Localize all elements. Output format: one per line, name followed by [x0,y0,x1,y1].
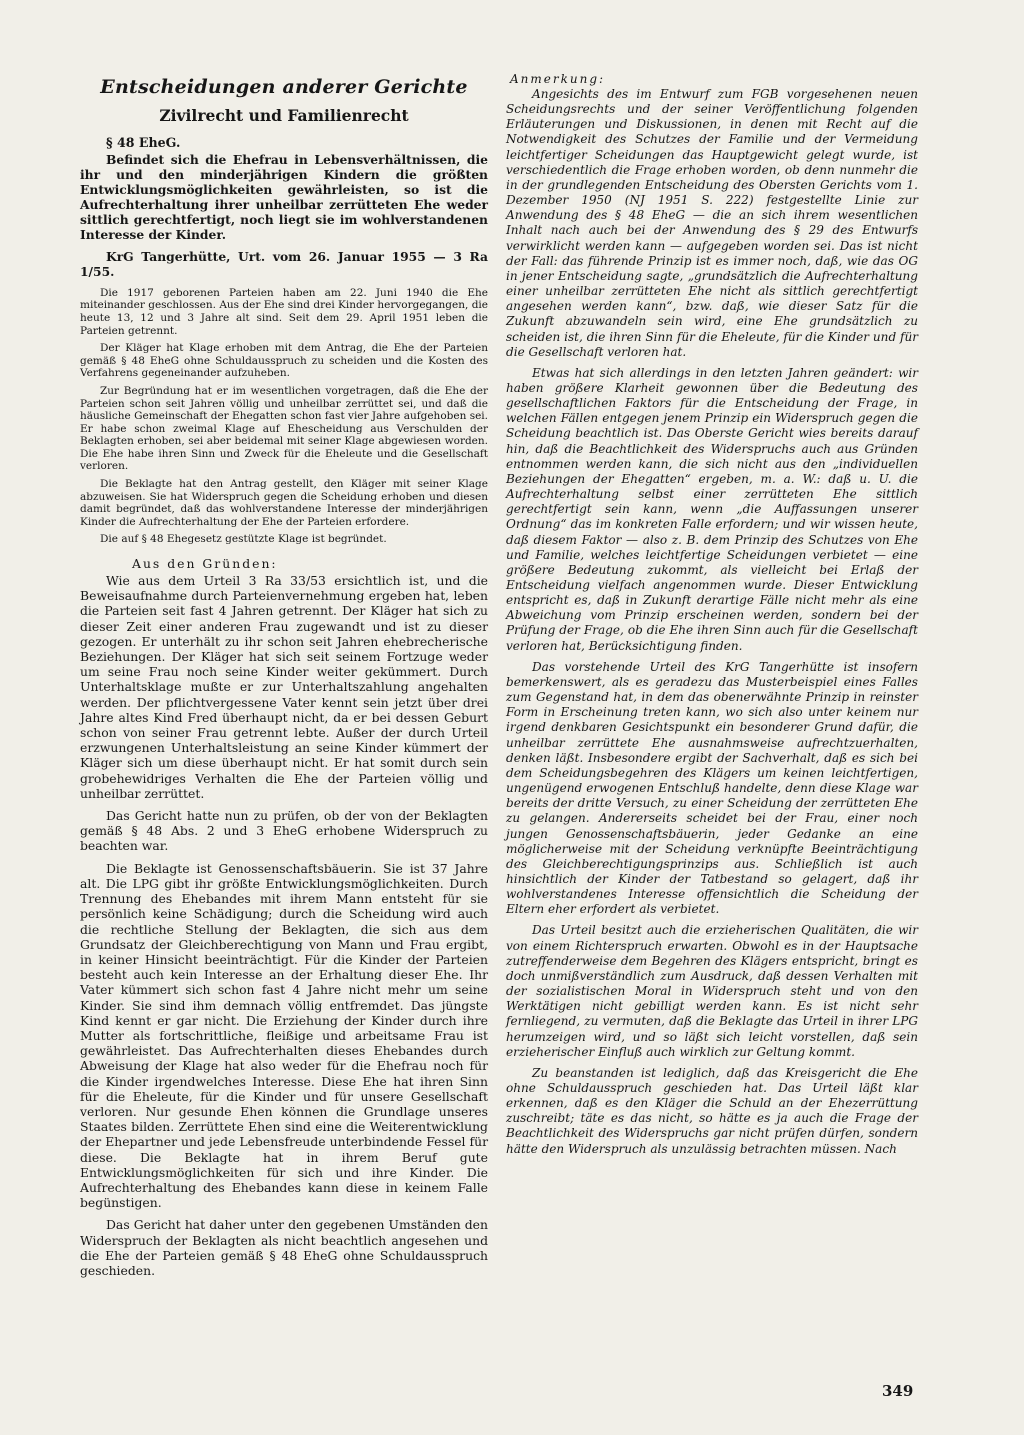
remark-heading: Anmerkung: [510,72,606,86]
grounds-paragraph: Wie aus dem Urteil 3 Ra 33/53 ersichtlich ist, und die Beweisaufnahme durch Parteienvernehmung ergeben hat, leben die Parteien seit fast 4 Jahren getrennt. Der Kläger hat sich zu dieser Zeit einer anderen Frau zugewandt und ist zu dieser gezogen. Er unterhält zu ihr schon seit Jahren ehebrecherische Beziehungen. Der Kläger hat sich seit seinem Fortzuge weder um seine Frau noch seine Kinder weiter gekümmert. Durch Unterhaltsklage mußte er zur Unterhaltszahlung angehalten werden. Der pflichtvergessene Vater kennt sein jetzt über drei Jahre altes Kind Fred überhaupt nicht, da er bei dessen Geburt schon von seiner Frau getrennt lebte. Außer der durch Urteil erzwungenen Unterhaltsleistung an seine Kinder kümmert der Kläger sich um diese überhaupt nicht. Er hat somit durch sein grobehewidriges Verhalten die Ehe der Parteien völlig und unheilbar zerrüttet. [80,573,488,801]
page-number: 349 [882,1382,914,1400]
remark-paragraph: Angesichts des im Entwurf zum FGB vorgesehenen neuen Scheidungsrechts und der seiner Veröffentlichung folgenden Erläuterungen und Diskussionen, in denen mit Recht auf die Notwendigkeit des Schutzes der Familie und der Vermeidung leichtfertiger Scheidungen das Hauptgewicht gelegt wurde, ist verschiedentlich die Frage erhoben worden, ob denn nunmehr die in der grundlegenden Entscheidung des Obersten Gerichts vom 1. Dezember 1950 (NJ 1951 S. 222) festgestellte Linie zur Anwendung des § 48 EheG — die an sich ihrem wesentlichen Inhalt nach auch bei der Anwendung des § 29 des Entwurfs verwirklicht werden kann — aufgegeben worden sei. Das ist nicht der Fall: das führende Prinzip ist es immer noch, daß, wie das OG in jener Entscheidung sagte, „grundsätzlich die Aufrechterhaltung einer unheilbar zerrütteten Ehe nicht als sittlich gerechtfertigt angesehen werden kann“, bzw. daß, wie dieser Satz für die Zukunft abzuwandeln sein wird, eine Ehe grundsätzlich zu scheiden ist, die ihren Sinn für die Eheleute, für die Kinder und für die Gesellschaft verloren hat. [506,87,918,359]
headnote: Befindet sich die Ehefrau in Lebensverhältnissen, die ihr und den minderjährigen Kindern die größten Entwicklungsmöglichkeiten gewährleisten, so ist die Aufrechterhaltung ihrer unheilbar zerrütteten Ehe weder sittlich gerechtfertigt, noch liegt sie im wohlverstandenen Interesse der Kinder. [80,152,488,243]
statute-reference: § 48 EheG. [106,135,181,150]
grounds-text [80,573,488,1278]
grounds-paragraph: Das Gericht hatte nun zu prüfen, ob der von der Beklagten gemäß § 48 Abs. 2 und 3 EheG erhobene Widerspruch zu beachten war. [80,808,488,854]
right-column [506,72,918,1163]
grounds-heading: Aus den Gründen: [132,556,278,572]
remark-text [506,87,918,1157]
remark-paragraph: Das vorstehende Urteil des KrG Tangerhütte ist insofern bemerkenswert, als es geradezu das Musterbeispiel eines Falles zum Gegenstand hat, in dem das obenerwähnte Prinzip in reinster Form in Erscheinung treten kann, wo sich also unter keinem nur irgend denkbaren Gesichtspunkt ein besonderer Grund dafür, die unheilbar zerrüttete Ehe ausnahmsweise aufrechtzuerhalten, denken läßt. Insbesondere ergibt der Sachverhalt, daß es sich bei dem Scheidungsbegehren des Klägers um keinen leichtfertigen, ungenügend erwogenen Entschluß handelte, denn diese Klage war bereits der dritte Versuch, zu einer Scheidung der zerrütteten Ehe zu gelangen. Andererseits scheidet bei der Frau, einer noch jungen Genossenschaftsbäuerin, jeder Gedanke an eine möglicherweise mit der Scheidung verknüpfte Beeinträchtigung des Gleichberechtigungsprinzips aus. Schließlich ist auch hinsichtlich der Kinder der Tatbestand so gelagert, daß ihr wohlverstandenes Interesse offensichtlich die Scheidung der Eltern eher erfordert als verbietet. [506,659,918,917]
remark-paragraph: Zu beanstanden ist lediglich, daß das Kreisgericht die Ehe ohne Schuldausspruch geschieden hat. Das Urteil läßt klar erkennen, daß es den Kläger die Schuld an der Ehezerrüttung zuschreibt; täte es das nicht, so hätte es ja auch die Frage der Beachtlichkeit des Widerspruchs gar nicht prüfen dürfen, sondern hätte den Widerspruch als unzulässig betrachten müssen. Nach [506,1065,918,1156]
facts-paragraph: Die 1917 geborenen Parteien haben am 22. Juni 1940 die Ehe miteinander geschlossen. Aus der Ehe sind drei Kinder hervorgegangen, die heute 13, 12 und 3 Jahre alt sind. Seit dem 29. April 1951 leben die Parteien getrennt. [80,286,488,337]
remark-paragraph: Das Urteil besitzt auch die erzieherischen Qualitäten, die wir von einem Richterspruch erwarten. Obwohl es in der Hauptsache zutreffenderweise dem Begehren des Klägers entspricht, bringt es doch unmißverständlich zum Ausdruck, daß dessen Verhalten mit der sozialistischen Moral in Widerspruch steht und von den Werktätigen nicht gebilligt werden kann. Es ist nicht sehr fernliegend, zu vermuten, daß die Beklagte das Urteil in ihrer LPG herumzeigen wird, und so läßt sich leicht vorstellen, daß sein erzieherischer Einfluß auch wirklich zur Geltung kommt. [506,923,918,1059]
remark-paragraph: Etwas hat sich allerdings in den letzten Jahren geändert: wir haben größere Klarheit gewonnen über die Bedeutung des gesellschaftlichen Faktors für die Entscheidung der Frage, in welchen Fällen entgegen jenem Prinzip ein Widerspruch gegen die Scheidung beachtlich ist. Das Oberste Gericht wies bereits darauf hin, daß die Beachtlichkeit des Widerspruchs auch aus Gründen entnommen werden kann, die sich nicht aus den „individuellen Beziehungen der Ehegatten“ ergeben, m. a. W.: daß u. U. die Aufrechterhaltung selbst einer zerrütteten Ehe sittlich gerechtfertigt sein kann, wenn „die Auffassungen unserer Ordnung“ das im konkreten Falle erfordern; und wir wissen heute, daß diesem Faktor — also z. B. dem Prinzip des Schutzes von Ehe und Familie, welches leichtfertige Scheidungen verbietet — eine größere Bedeutung zukommt, als vielleicht bei Erlaß der Entscheidung vielfach angenommen wurde. Dieser Entwicklung entspricht es, daß in Zukunft derartige Fälle nicht mehr als eine Abweichung vom Prinzip erscheinen werden, sondern bei der Prüfung der Frage, ob die Ehe ihren Sinn auch für die Gesellschaft verloren hat, Berücksichtigung finden. [506,365,918,653]
grounds-paragraph: Das Gericht hat daher unter den gegebenen Umständen den Widerspruch der Beklagten als nicht beachtlich angesehen und die Ehe der Parteien gemäß § 48 EheG ohne Schuldausspruch geschieden. [80,1217,488,1278]
grounds-paragraph: Die Beklagte ist Genossenschaftsbäuerin. Sie ist 37 Jahre alt. Die LPG gibt ihr größte Entwicklungsmöglichkeiten. Durch Trennung des Ehebandes mit ihrem Mann entsteht für sie persönlich keine Schädigung; durch die Scheidung wird auch die rechtliche Stellung der Beklagten, die sich aus dem Grundsatz der Gleichberechtigung von Mann und Frau ergibt, in keiner Hinsicht beeinträchtigt. Für die Kinder der Parteien besteht auch kein Interesse an der Erhaltung dieser Ehe. Ihr Vater kümmert sich schon fast 4 Jahre nicht mehr um seine Kinder. Sie sind ihm demnach völlig entfremdet. Das jüngste Kind kennt er gar nicht. Die Erziehung der Kinder durch ihre Mutter als fortschrittliche, fleißige und arbeitsame Frau ist gewährleistet. Das Aufrechterhalten dieses Ehebandes durch Abweisung der Klage hat also weder für die Ehefrau noch für die Kinder irgendwelches Interesse. Diese Ehe hat ihren Sinn für die Eheleute, für die Kinder und für unsere Gesellschaft verloren. Nur gesunde Ehen können die Grundlage unseres Staates bilden. Zerrüttete Ehen sind eine die Weiterentwicklung der Ehepartner und jede Lebensfreude unterbindende Fessel für diese. Die Beklagte hat in ihrem Beruf gute Entwicklungsmöglichkeiten für sich und ihre Kinder. Die Aufrechterhaltung des Ehebandes kann diese in keinem Falle begünstigen. [80,860,488,1211]
court-citation: KrG Tangerhütte, Urt. vom 26. Januar 1955 — 3 Ra 1/55. [80,248,488,279]
facts-paragraph: Zur Begründung hat er im wesentlichen vorgetragen, daß die Ehe der Parteien schon seit Jahren völlig und unheilbar zerrüttet sei, und daß die häusliche Gemeinschaft der Ehegatten schon fast vier Jahre aufgehoben sei. Er habe schon zweimal Klage auf Ehescheidung aus Verschulden der Beklagten erhoben, sei aber beidemal mit seiner Klage abgewiesen worden. Die Ehe habe ihren Sinn und Zweck für die Eheleute und die Gesellschaft verloren. [80,384,488,473]
section-subtitle: Zivilrecht und Familienrecht [159,106,409,125]
facts-paragraph: Die Beklagte hat den Antrag gestellt, den Kläger mit seiner Klage abzuweisen. Sie hat Widerspruch gegen die Scheidung erhoben und diesen damit begründet, daß das wohlverstandene Interesse der minderjährigen Kinder die Aufrechterhaltung der Ehe der Parteien erfordere. [80,478,488,528]
case-facts [80,287,488,546]
facts-paragraph: Die auf § 48 Ehegesetz gestützte Klage ist begründet. [100,533,387,546]
facts-paragraph: Der Kläger hat Klage erhoben mit dem Antrag, die Ehe der Parteien gemäß § 48 EheG ohne Schuldausspruch zu scheiden und die Kosten des Verfahrens gegeneinander aufzuheben. [80,342,488,380]
left-column [80,72,488,1285]
section-title: Entscheidungen anderer Gerichte [100,76,468,98]
